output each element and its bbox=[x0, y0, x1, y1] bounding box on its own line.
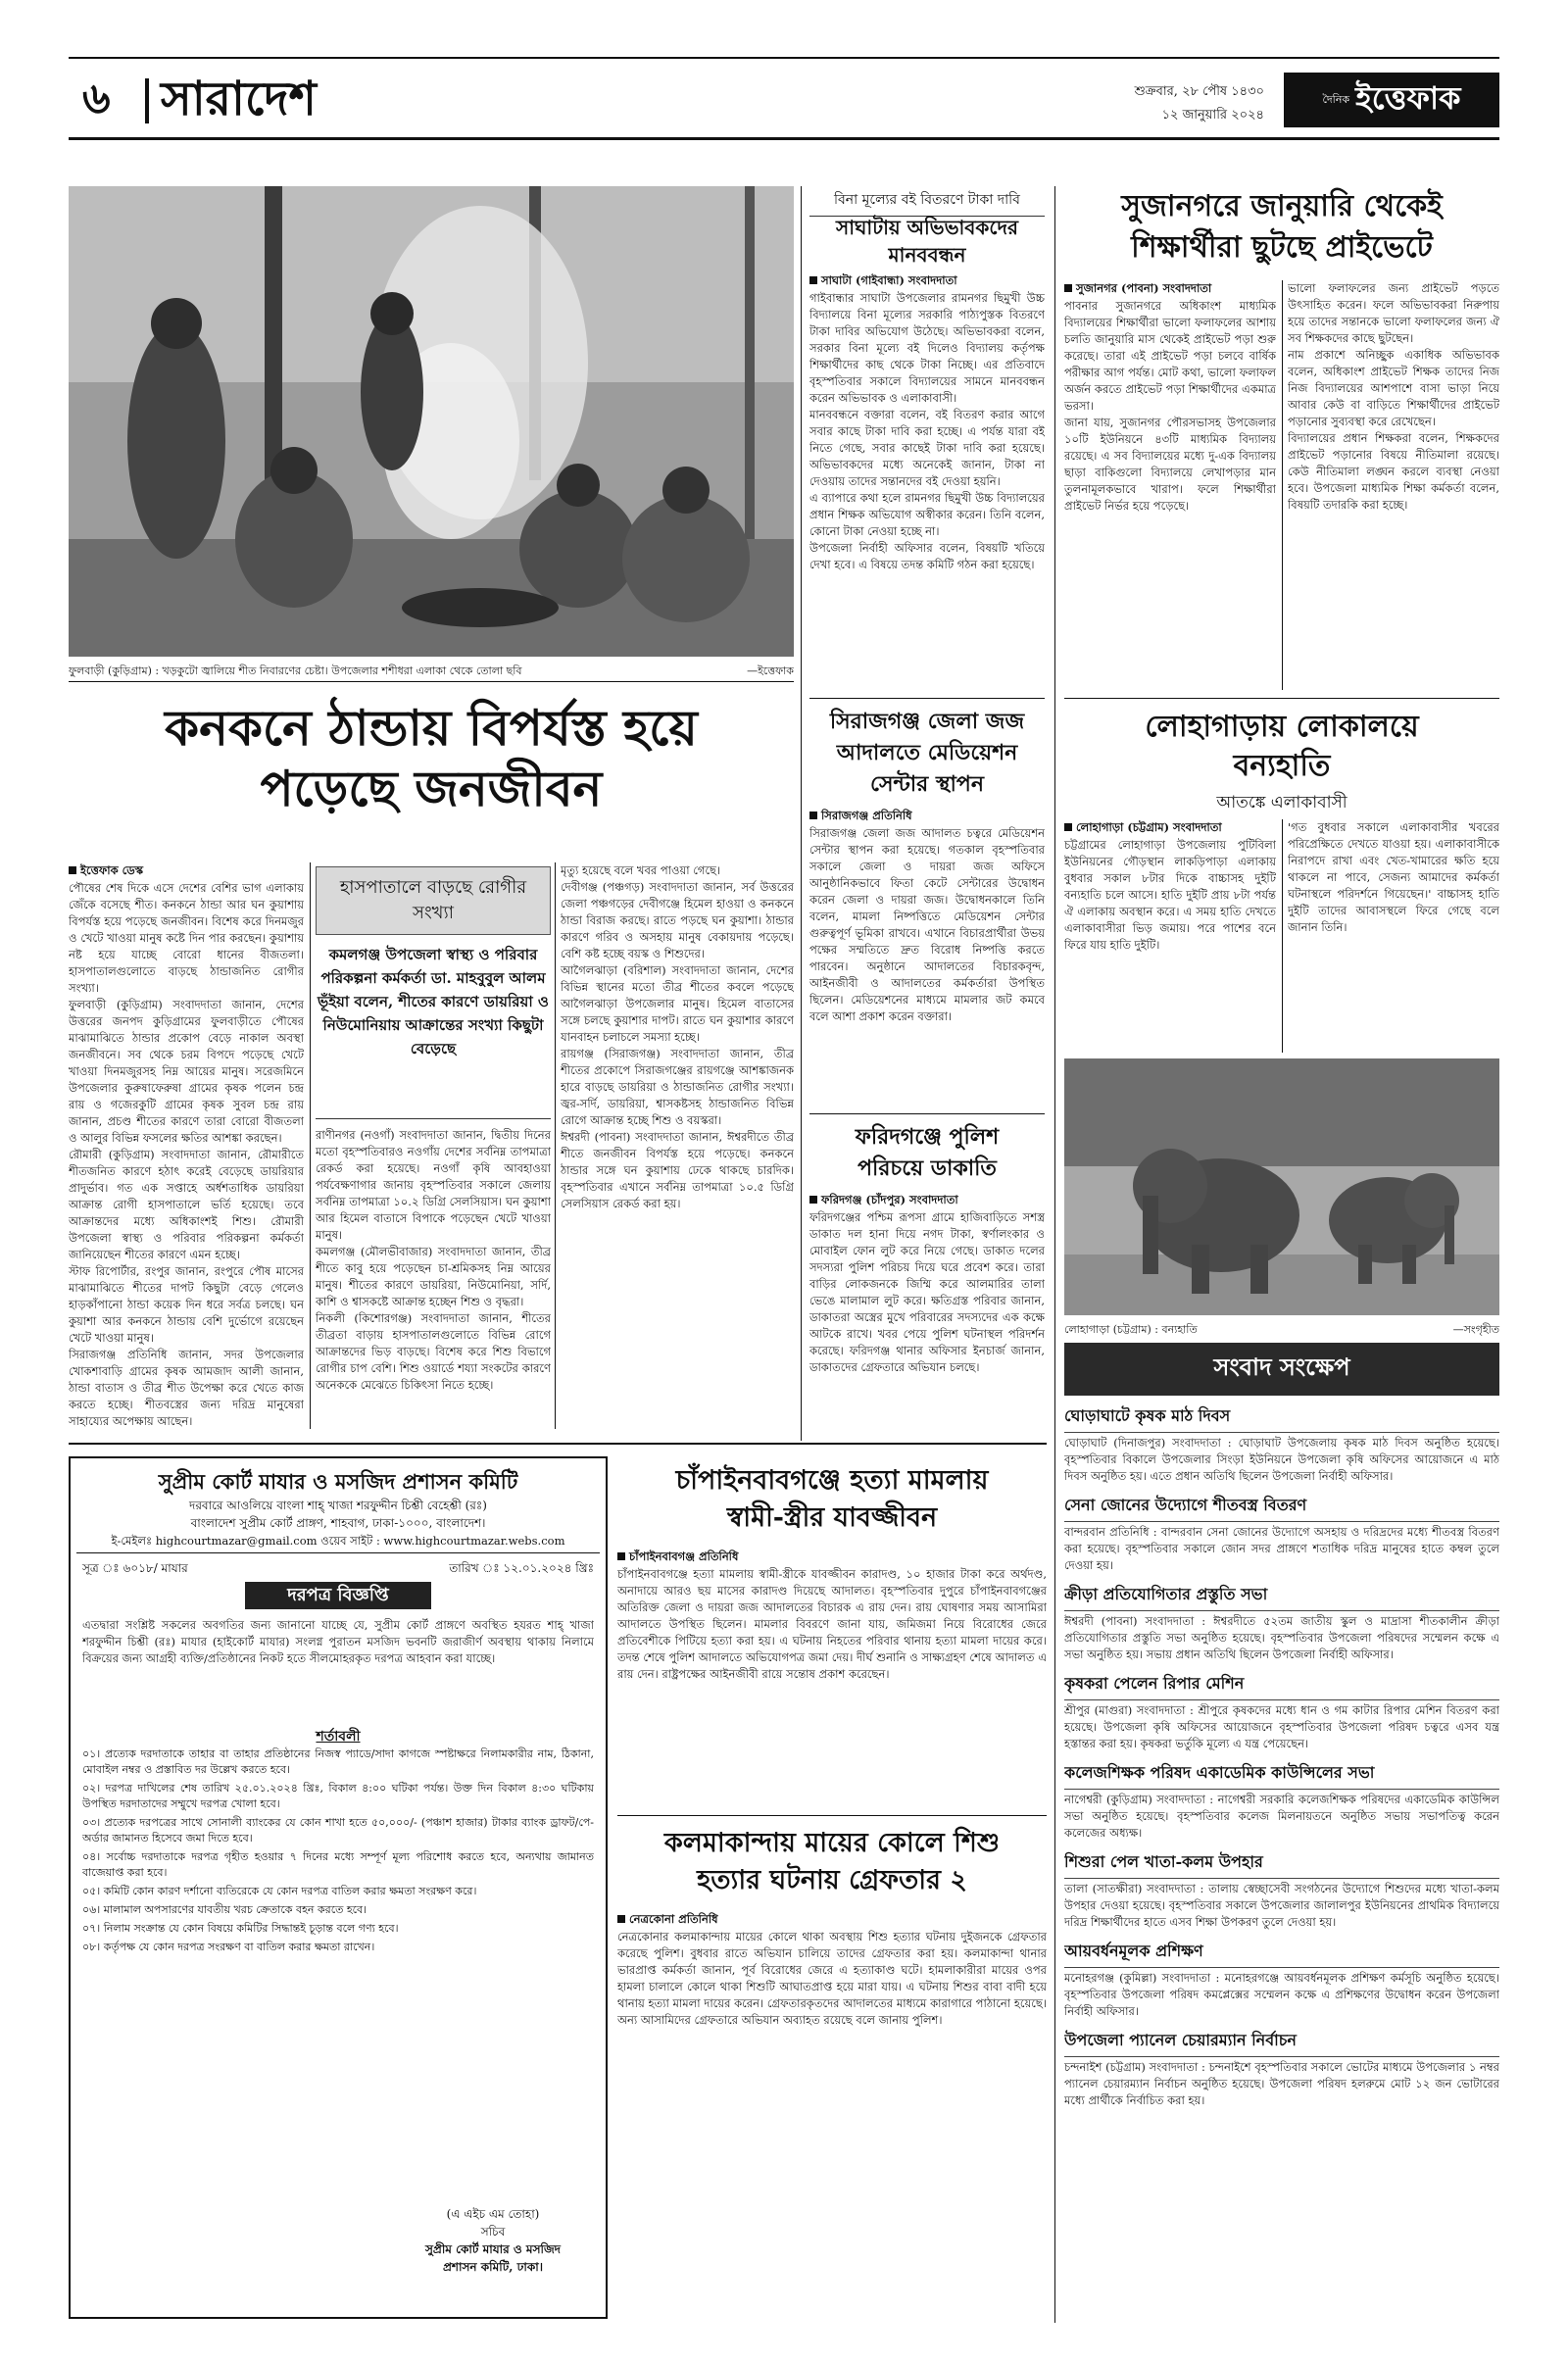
notice-subtitle1: দরবারে আওলিয়ে বাংলা শাহ্ খাজা শরফুদ্দীন চিশ্তী বেহেশ্তী (রঃ) bbox=[189, 1499, 487, 1512]
notice-date: তারিখ ঃ ১২.০১.২০২৪ খ্রিঃ bbox=[449, 1561, 594, 1575]
story-divider bbox=[809, 698, 1045, 699]
notice-conditions-title: শর্তাবলী bbox=[316, 1729, 361, 1745]
sirajganj-dateline bbox=[809, 808, 1045, 826]
faridganj-headline-line2: পরিচয়ে ডাকাতি bbox=[858, 1156, 997, 1181]
col-rule bbox=[801, 186, 802, 1441]
story-divider bbox=[809, 1113, 1045, 1114]
paper-logo-prefix: দৈনিক bbox=[1322, 92, 1350, 106]
brief-item bbox=[1064, 2028, 1499, 2109]
notice-signature bbox=[392, 2205, 594, 2276]
notice-conditions bbox=[82, 1746, 594, 2178]
brief-body: ঈশ্বরদী (পাবনা) সংবাদদাতা : ঈশ্বরদীতে ৫২তম জাতীয় স্কুল ও মাদ্রাসা শীতকালীন ক্রীড়া প্রতিযোগিতার প্রস্তুতি সভা অনুষ্ঠিত হয়েছে। বৃহস্পতিবার উপজেলা পরিষদের সম্মেলন কক্ষে এ সভা অনুষ্ঠিত হয়। সভায় প্রধান অতিথি ছিলেন উপজেলা নির্বাহী অফিসার। bbox=[1064, 1614, 1499, 1661]
col-rule bbox=[1282, 280, 1283, 690]
kalmakanda-headline-line1: কলমাকান্দায় মায়ের কোলে শিশু bbox=[663, 1828, 1001, 1858]
page-number: ৬ bbox=[82, 74, 111, 123]
bullet bbox=[1064, 823, 1072, 831]
notice-condition: ০৫। কমিটি কোন কারণ দর্শানো ব্যতিরেকে যে কোন দরপত্র বাতিল করার ক্ষমতা সংরক্ষণ করে। bbox=[82, 1885, 477, 1897]
cold-photo-credit: —ইত্তেফাক bbox=[747, 664, 794, 677]
brief-title: আয়বর্ধনমূলক প্রশিক্ষণ bbox=[1064, 1939, 1499, 1968]
signatory-name: (এ এইচ এম তোহা) bbox=[446, 2207, 540, 2221]
brief-title: ঘোড়াঘাটে কৃষক মাঠ দিবস bbox=[1064, 1403, 1499, 1433]
brief-title: ক্রীড়া প্রতিযোগিতার প্রস্তুতি সভা bbox=[1064, 1582, 1499, 1611]
chapai-dateline-text: চাঁপাইনবাবগঞ্জ প্রতিনিধি bbox=[629, 1549, 739, 1563]
brief-title: কৃষকরা পেলেন রিপার মেশিন bbox=[1064, 1671, 1499, 1700]
cold-byline bbox=[69, 862, 304, 881]
sujanagar-headline-line1: সুজানগরে জানুয়ারি থেকেই bbox=[1121, 189, 1443, 223]
col-rule bbox=[555, 862, 556, 1429]
date-english: ১২ জানুয়ারি ২০২৪ bbox=[1161, 108, 1264, 123]
faridganj-dateline bbox=[809, 1192, 1045, 1210]
brief-title: সেনা জোনের উদ্যোগে শীতবস্ত্র বিতরণ bbox=[1064, 1493, 1499, 1522]
cold-headline-line2: পড়েছে জনজীবন bbox=[260, 760, 603, 817]
bullet bbox=[809, 812, 817, 819]
faridganj-headline-line1: ফরিদগঞ্জে পুলিশ bbox=[855, 1124, 1000, 1150]
chapai-headline-line1: চাঁপাইনবাবগঞ্জে হত্যা মামলায় bbox=[675, 1465, 989, 1496]
cold-col3: মৃত্যু হয়েছে বলে খবর পাওয়া গেছে। দেবীগঞ্জ (পঞ্চগড়) সংবাদদাতা জানান, সর্ব উত্তরের জেলা পঞ্চগড়ের দেবীগঞ্জে হিমেল হাওয়া ও কনকনে ঠান্ডা বিরাজ করছে। রাতে পড়ছে ঘন কুয়াশা। ঠান্ডার কারণে গরিব ও অসহায় মানুষ বেকায়দায় পড়েছে। বেশি কষ্ট হচ্ছে বয়স্ক ও শিশুদের। আগৈলঝাড়া (বরিশাল) সংবাদদাতা জানান, দেশের বিভিন্ন স্থানের মতো তীব্র শীতের কবলে পড়েছে আগৈলঝাড়া উপজেলার মানুষ। হিমেল বাতাসের সঙ্গে চলছে কুয়াশার দাপট। রাতে ঘন কুয়াশার কারণে যানবাহন চলাচলে সমস্যা হচ্ছে। রায়গঞ্জ (সিরাজগঞ্জ) সংবাদদাতা জানান, তীব্র শীতের প্রকোপে সিরাজগঞ্জের রায়গঞ্জে আশঙ্কাজনক হারে বাড়ছে ডায়রিয়া ও ঠান্ডাজনিত রোগীর সংখ্যা। জ্বর-সর্দি, ডায়রিয়া, শ্বাসকষ্টসহ ঠান্ডাজনিত বিভিন্ন রোগে আক্রান্ত হচ্ছে শিশু ও বয়স্করা। ঈশ্বরদী (পাবনা) সংবাদদাতা জানান, ঈশ্বরদীতে তীব্র শীতে জনজীবন বিপর্যস্ত হয়ে পড়েছে। কনকনে ঠান্ডার সঙ্গে ঘন কুয়াশায় ঢেকে থাকছে চারদিক। বৃহস্পতিবার এখানে সর্বনিম্ন তাপমাত্রা ১০.৫ ডিগ্রি সেলসিয়াস রেকর্ড করা হয়। bbox=[561, 863, 794, 1210]
briefs-banner-text: সংবাদ সংক্ষেপ bbox=[1213, 1353, 1350, 1381]
section-title: সারাদেশ bbox=[161, 72, 317, 126]
paper-logo bbox=[1284, 73, 1499, 127]
notice-rule bbox=[76, 1552, 600, 1553]
lohagara-subhead: আতঙ্কে এলাকাবাসী bbox=[1216, 793, 1348, 812]
section-divider bbox=[69, 1443, 1047, 1445]
lohagara-dateline bbox=[1064, 819, 1276, 838]
brief-item bbox=[1064, 1403, 1499, 1485]
sirajganj-headline-line3: সেন্টার স্থাপন bbox=[870, 771, 984, 797]
brief-body: শ্রীপুর (মাগুরা) সংবাদদাতা : শ্রীপুরে কৃষকদের মধ্যে ধান ও গম কাটার রিপার মেশিন বিতরণ করা হয়েছে। উপজেলা কৃষি অফিসের আয়োজনে বৃহস্পতিবার উপজেলা পরিষদ চত্বরে এসব যন্ত্র হস্তান্তর করা হয়। কৃষকরা ভর্তুকি মূল্যে এ যন্ত্র পেয়েছেন। bbox=[1064, 1703, 1499, 1750]
brief-title: উপজেলা প্যানেল চেয়ারম্যান নির্বাচন bbox=[1064, 2028, 1499, 2057]
signatory-title2: সুপ্রীম কোর্ট মাযার ও মসজিদ bbox=[424, 2242, 561, 2256]
top-rule bbox=[69, 57, 1499, 59]
brief-body: মনোহরগঞ্জ (কুমিল্লা) সংবাদদাতা : মনোহরগঞ্জে আয়বর্ধনমূলক প্রশিক্ষণ কর্মসূচি অনুষ্ঠিত হয়েছে। বৃহস্পতিবার উপজেলা পরিষদ কমপ্লেক্সের সম্মেলন কক্ষে এ প্রশিক্ষণের উদ্বোধন করেন উপজেলা নির্বাহী অফিসার। bbox=[1064, 1971, 1499, 2018]
faridganj-dateline-text: ফরিদগঞ্জ (চাঁদপুর) সংবাদদাতা bbox=[821, 1193, 958, 1206]
notice-condition: ০১। প্রত্যেক দরদাতাকে তাহার বা তাহার প্রতিষ্ঠানের নিজস্ব প্যাডে/সাদা কাগজে স্পষ্টাক্ষরে নিলামকারীর নাম, ঠিকানা, মোবাইল নম্বর ও প্রস্তাবিত দর উল্লেখ করতে হবে। bbox=[82, 1747, 594, 1776]
sujanagar-dateline-text: সুজানগর (পাবনা) সংবাদদাতা bbox=[1076, 281, 1212, 295]
notice-condition: ০৮। কর্তৃপক্ষ যে কোন দরপত্র সংরক্ষণ বা বাতিল করার ক্ষমতা রাখেন। bbox=[82, 1941, 375, 1953]
notice-condition: ০২। দরপত্র দাখিলের শেষ তারিখ ২৫.০১.২০২৪ খ্রিঃ, বিকাল ৪:০০ ঘটিকা পর্যন্ত। উক্ত দিন বিকাল ৪:৩০ ঘটিকায় উপস্থিত দরদাতাদের সম্মুখে দরপত্র খোলা হবে। bbox=[82, 1782, 594, 1810]
col-rule bbox=[1054, 186, 1055, 2323]
brief-title: কলেজশিক্ষক পরিষদ একাডেমিক কাউন্সিলের সভা bbox=[1064, 1760, 1499, 1790]
sujanagar-col2: ভালো ফলাফলের জন্য প্রাইভেট পড়তে উৎসাহিত করেন। ফলে অভিভাবকরা নিরুপায় হয়ে তাদের সন্তানকে ভালো ফলাফলের জন্য ঐ সব শিক্ষকদের কাছে ছুটছেন। নাম প্রকাশে অনিচ্ছুক একাধিক অভিভাবক বলেন, অধিকাংশ প্রাইভেট শিক্ষক তাদের নিজ নিজ বিদ্যালয়ের আশপাশে বাসা ভাড়া নিয়ে আবার কেউ বা বাড়িতে শিক্ষার্থীদের প্রাইভেট পড়ানোর সুব্যবস্থা করে রেখেছেন। বিদ্যালয়ের প্রধান শিক্ষকরা বলেন, শিক্ষকদের প্রাইভেট পড়ানোর বিষয়ে নীতিমালা রয়েছে। কেউ নীতিমালা লঙ্ঘন করলে ব্যবস্থা নেওয়া হবে। উপজেলা মাধ্যমিক শিক্ষা কর্মকর্তা বলেন, বিষয়টি তদারকি করা হচ্ছে। bbox=[1288, 281, 1499, 512]
bullet bbox=[1064, 284, 1072, 292]
notice-title: দরপত্র বিজ্ঞপ্তি bbox=[287, 1584, 389, 1605]
story-divider bbox=[617, 1815, 1047, 1816]
brief-item bbox=[1064, 1760, 1499, 1842]
bullet bbox=[809, 1196, 817, 1204]
brief-item bbox=[1064, 1671, 1499, 1752]
notice-title-box bbox=[245, 1582, 431, 1609]
notice-subtitle2: বাংলাদেশ সুপ্রীম কোর্ট প্রাঙ্গণ, শাহবাগ, ঢাকা-১০০০, বাংলাদেশ। bbox=[190, 1516, 486, 1530]
cold-byline-text: ইত্তেফাক ডেস্ক bbox=[80, 863, 144, 877]
hospital-kicker-box bbox=[316, 866, 551, 935]
brief-title: শিশুরা পেল খাতা-কলম উপহার bbox=[1064, 1849, 1499, 1879]
elephant-photo bbox=[1064, 1058, 1499, 1315]
saghata-headline: সাঘাটায় অভিভাবকদের মানববন্ধন bbox=[836, 216, 1018, 267]
sujanagar-dateline bbox=[1064, 280, 1276, 299]
paper-logo-name: ইত্তেফাক bbox=[1355, 79, 1461, 117]
brief-body: ঘোড়াঘাট (দিনাজপুর) সংবাদদাতা : ঘোড়াঘাট উপজেলায় কৃষক মাঠ দিবস অনুষ্ঠিত হয়েছে। বৃহস্পতিবার বিকালে উপজেলার সিংড়া ইউনিয়নে উপজেলা কৃষি অফিসের আয়োজনে এ মাঠ দিবস অনুষ্ঠিত হয়। এতে প্রধান অতিথি ছিলেন উপজেলা নির্বাহী অফিসার। bbox=[1064, 1436, 1499, 1483]
cold-photo bbox=[69, 186, 794, 657]
bullet bbox=[617, 1915, 625, 1923]
bullet bbox=[809, 276, 817, 284]
brief-item bbox=[1064, 1849, 1499, 1931]
briefs-banner bbox=[1064, 1343, 1499, 1396]
kalmakanda-dateline bbox=[617, 1911, 1047, 1930]
sirajganj-headline-line1: সিরাজগঞ্জ জেলা জজ bbox=[829, 709, 1025, 734]
page-number-divider bbox=[145, 78, 149, 123]
elephant-credit: —সংগৃহীত bbox=[1452, 1323, 1499, 1336]
signatory-title1: সচিব bbox=[480, 2225, 506, 2238]
cold-caption-rule bbox=[69, 681, 794, 682]
notice-condition: ০৭। নিলাম সংক্রান্ত যে কোন বিষয়ে কমিটির সিদ্ধান্তই চূড়ান্ত বলে গণ্য হবে। bbox=[82, 1922, 399, 1935]
sirajganj-body: সিরাজগঞ্জ জেলা জজ আদালত চত্বরে মেডিয়েশন সেন্টার স্থাপন করা হয়েছে। গতকাল বৃহস্পতিবার সকালে জেলা ও দায়রা জজ অফিসে আনুষ্ঠানিকভাবে ফিতা কেটে সেন্টারের উদ্বোধন করেন জেলা ও দায়রা জজ। উদ্বোধনকালে তিনি বলেন, মামলা নিষ্পত্তিতে মেডিয়েশন সেন্টার গুরুত্বপূর্ণ ভূমিকা রাখবে। এখানে বিচারপ্রার্থীরা উভয় পক্ষের সম্মতিতে দ্রুত বিরোধ নিষ্পত্তি করতে পারবেন। অনুষ্ঠানে আদালতের বিচারকবৃন্দ, আইনজীবী ও আদালতের কর্মকর্তারা উপস্থিত ছিলেন। মেডিয়েশনের মাধ্যমে মামলার জট কমবে বলে আশা প্রকাশ করেন বক্তারা। bbox=[809, 826, 1045, 1023]
sujanagar-col1: পাবনার সুজানগরে অধিকাংশ মাধ্যমিক বিদ্যালয়ের শিক্ষার্থীরা ভালো ফলাফলের আশায় চলতি জানুয়ারি মাস থেকেই প্রাইভেট পড়া শুরু করেছে। তারা এই প্রাইভেট পড়া চলবে বার্ষিক পরীক্ষার আগ পর্যন্ত। মোট কথা, ভালো ফলাফল অর্জন করতে প্রাইভেট পড়া শিক্ষার্থীদের একমাত্র ভরসা। জানা যায়, সুজানগর পৌরসভাসহ উপজেলার ১০টি ইউনিয়নে ৪৩টি মাধ্যমিক বিদ্যালয় রয়েছে। এ সব বিদ্যালয়ের মধ্যে দু-এক বিদ্যালয় ছাড়া বাকিগুলো বিদ্যালয়ে লেখাপড়ার মান তুলনামূলকভাবে খারাপ। ফলে শিক্ষার্থীরা প্রাইভেট নির্ভর হয়ে পড়েছে। bbox=[1064, 299, 1276, 513]
hospital-kicker: হাসপাতালে বাড়ছে রোগীর সংখ্যা bbox=[339, 877, 527, 923]
saghata-body: গাইবান্ধার সাঘাটা উপজেলার রামনগর ছিমুখী উচ্চ বিদ্যালয়ে বিনা মূল্যের সরকারি পাঠ্যপুস্তক বিতরণে টাকা দাবির অভিযোগ উঠেছে। অভিভাবকরা বলেন, সরকার বিনা মূল্যে বই দিলেও বিদ্যালয় কর্তৃপক্ষ শিক্ষার্থীদের কাছ থেকে টাকা নিচ্ছে। এর প্রতিবাদে বৃহস্পতিবার সকালে বিদ্যালয়ের সামনে মানববন্ধন করেন অভিভাবক ও এলাকাবাসী। মানববন্ধনে বক্তারা বলেন, বই বিতরণ করার আগে সবার কাছে টাকা দাবি করা হচ্ছে। এ পর্যন্ত যারা বই নিতে গেছে, সবার কাছেই টাকা দাবি করা হয়েছে। অভিভাবকদের মধ্যে অনেকেই জানান, টাকা না দেওয়ায় তাদের সন্তানদের বই দেওয়া হয়নি। এ ব্যাপারে কথা হলে রামনগর ছিমুখী উচ্চ বিদ্যালয়ের প্রধান শিক্ষক অভিযোগ অস্বীকার করেন। তিনি বলেন, কোনো টাকা নেওয়া হচ্ছে না। উপজেলা নির্বাহী অফিসার বলেন, বিষয়টি খতিয়ে দেখা হবে। এ বিষয়ে তদন্ত কমিটি গঠন করা হয়েছে। bbox=[809, 291, 1045, 571]
saghata-dateline-text: সাঘাটা (গাইবান্ধা) সংবাদদাতা bbox=[821, 273, 957, 287]
faridganj-body: ফরিদগঞ্জের পশ্চিম রূপসা গ্রামে হাজিবাড়িতে সশস্ত্র ডাকাত দল হানা দিয়ে নগদ টাকা, স্বর্ণালংকার ও মোবাইল ফোন লুট করে নিয়ে গেছে। ডাকাত দলের সদস্যরা পুলিশ পরিচয় দিয়ে ঘরে প্রবেশ করে। তারা বাড়ির লোকজনকে জিম্মি করে আলমারির তালা ভেঙে মালামাল লুট করে। ক্ষতিগ্রস্ত পরিবার জানান, ডাকাতরা অস্ত্রের মুখে পরিবারের সদস্যদের এক কক্ষে আটকে রাখে। খবর পেয়ে পুলিশ ঘটনাস্থল পরিদর্শন করেছে। ফরিদগঞ্জ থানার অফিসার ইনচার্জ জানান, ডাকাতদের গ্রেফতারে অভিযান চলছে। bbox=[809, 1210, 1045, 1374]
brief-body: বান্দরবান প্রতিনিধি : বান্দরবান সেনা জোনের উদ্যোগে অসহায় ও দরিদ্রদের মধ্যে শীতবস্ত্র বিতরণ করা হয়েছে। বৃহস্পতিবার সকালে জোন সদর প্রাঙ্গণে শতাধিক দরিদ্র মানুষের হাতে কম্বল তুলে দেওয়া হয়। bbox=[1064, 1525, 1499, 1572]
chapai-headline-line2: স্বামী-স্ত্রীর যাবজ্জীবন bbox=[726, 1502, 938, 1533]
sujanagar-headline-line2: শিক্ষার্থীরা ছুটছে প্রাইভেটে bbox=[1131, 230, 1433, 265]
cold-col2: রাণীনগর (নওগাঁ) সংবাদদাতা জানান, দ্বিতীয় দিনের মতো বৃহস্পতিবারও নওগাঁয় দেশের সর্বনিম্ন তাপমাত্রা রেকর্ড করা হয়েছে। নওগাঁ কৃষি আবহাওয়া পর্যবেক্ষণাগার জানায় বৃহস্পতিবার সকালে জেলায় সর্বনিম্ন তাপমাত্রা ১০.২ ডিগ্রি সেলসিয়াস। ঘন কুয়াশা আর হিমেল বাতাসে বিপাকে পড়েছেন খেটে খাওয়া মানুষ। কমলগঞ্জ (মৌলভীবাজার) সংবাদদাতা জানান, তীব্র শীতে কাবু হয়ে পড়েছেন চা-শ্রমিকসহ নিম্ন আয়ের মানুষ। শীতের কারণে ডায়রিয়া, নিউমোনিয়া, সর্দি, কাশি ও শ্বাসকষ্টে আক্রান্ত হচ্ছেন শিশু ও বৃদ্ধরা। নিকলী (কিশোরগঞ্জ) সংবাদদাতা জানান, শীতের তীব্রতা বাড়ায় হাসপাতালগুলোতে বিভিন্ন রোগে আক্রান্তদের ভিড় বাড়ছে। বিশেষ করে শিশু বিভাগে রোগীর চাপ বেশি। শিশু ওয়ার্ডে শয্যা সংকটের কারণে অনেককে মেঝেতে চিকিৎসা নিতে হচ্ছে। bbox=[316, 1128, 551, 1392]
col-rule bbox=[1282, 819, 1283, 1053]
elephant-scene bbox=[1064, 1058, 1499, 1315]
notice-condition: ০৪। সর্বোচ্চ দরদাতাকে দরপত্র গৃহীত হওয়ার ৭ দিনের মধ্যে সম্পূর্ণ মূল্য পরিশোধ করতে হবে, অন্যথায় জামানত বাজেয়াপ্ত করা হবে। bbox=[82, 1850, 594, 1879]
bullet bbox=[617, 1552, 625, 1560]
notice-email: ই-মেইলঃ highcourtmazar@gmail.com ওয়েব সাইট : www.highcourtmazar.webs.com bbox=[111, 1534, 565, 1548]
col-rule bbox=[310, 862, 311, 1429]
masthead-bottom-rule bbox=[69, 137, 1499, 140]
kalmakanda-dateline-text: নেত্রকোনা প্রতিনিধি bbox=[629, 1912, 718, 1926]
cold-col1: পৌষের শেষ দিকে এসে দেশের বেশির ভাগ এলাকায় জেঁকে বসেছে শীত। কনকনে ঠান্ডা আর ঘন কুয়াশায় বিপর্যস্ত হয়ে পড়েছে জনজীবন। বিশেষ করে দিনমজুর ও খেটে খাওয়া মানুষ কষ্টে দিন পার করছেন। কুয়াশায় নষ্ট হয়ে যাচ্ছে বোরো ধানের বীজতলা। হাসপাতালগুলোতে বাড়ছে ঠান্ডাজনিত রোগীর সংখ্যা। ফুলবাড়ী (কুড়িগ্রাম) সংবাদদাতা জানান, দেশের উত্তরের জনপদ কুড়িগ্রামের ফুলবাড়ীতে পৌষের মাঝামাঝিতে ঠান্ডার প্রকোপ বেড়ে নাকাল অবস্থা জনজীবনে। সব থেকে চরম বিপদে পড়েছে খেটে খাওয়া দিনমজুরসহ নিম্ন আয়ের মানুষ। সরেজমিনে উপজেলার কুরুষাফেরুষা গ্রামের কৃষক পলেন চন্দ্র রায় ও গজেরকুটি গ্রামের কৃষক সুবল চন্দ্র রায় জানান, প্রচণ্ড শীতের কারণে তারা বোরো বীজতলা ও আলুর বিভিন্ন ফসলের ক্ষতির আশঙ্কা করছেন। রৌমারী (কুড়িগ্রাম) সংবাদদাতা জানান, রৌমারীতে শীতজনিত কারণে হঠাৎ করেই বেড়েছে ডায়রিয়ার প্রাদুর্ভাব। গত এক সপ্তাহে অর্ধশতাধিক ডায়রিয়া আক্রান্ত রোগী হাসপাতালে ভর্তি হয়েছে। তবে আক্রান্তদের মধ্যে অধিকাংশই শিশু। রৌমারী উপজেলা স্বাস্থ্য ও পরিবার পরিকল্পনা কর্মকর্তা জানিয়েছেন শীতের কারণে এমন হচ্ছে। স্টাফ রিপোর্টার, রংপুর জানান, রংপুরে পৌষ মাসের মাঝামাঝিতে শীতের দাপট কিছুটা বেড়ে গেলেও হাড়কাঁপানো ঠান্ডা কয়েক দিন ধরে সর্বত্র চলছে। ঘন কুয়াশা আর কনকনে ঠান্ডায় বেশি দুর্ভোগে রয়েছেন খেটে খাওয়া মানুষ। সিরাজগঞ্জ প্রতিনিধি জানান, সদর উপজেলার খোকশাবাড়ি গ্রামের কৃষক আমজাদ আলী জানান, ঠান্ডা বাতাস ও তীব্র শীত উপেক্ষা করে খেতে কাজ করতে হচ্ছে। শীতবস্ত্রের জন্য দরিদ্র মানুষেরা সাহায্যের অপেক্ষায় আছেন। bbox=[69, 881, 304, 1428]
cold-photo-scene bbox=[69, 186, 794, 657]
signatory-title3: প্রশাসন কমিটি, ঢাকা। bbox=[442, 2260, 544, 2274]
cold-headline-line1: কনকনে ঠান্ডায় বিপর্যস্ত হয়ে bbox=[165, 699, 698, 757]
brief-body: নাগেশ্বরী (কুড়িগ্রাম) সংবাদদাতা : নাগেশ্বরী সরকারি কলেজশিক্ষক পরিষদের একাডেমিক কাউন্সিল সভা অনুষ্ঠিত হয়েছে। বৃহস্পতিবার কলেজ মিলনায়তনে অনুষ্ঠিত সভায় সভাপতিত্ব করেন কলেজের অধ্যক্ষ। bbox=[1064, 1793, 1499, 1840]
lohagara-headline-line1: লোহাগাড়ায় লোকালয়ে bbox=[1145, 710, 1419, 744]
chapai-body: চাঁপাইনবাবগঞ্জে হত্যা মামলায় স্বামী-স্ত্রীকে যাবজ্জীবন কারাদণ্ড, ১০ হাজার টাকা করে অর্থদণ্ড, অনাদায়ে আরও ছয় মাসের কারাদণ্ড দিয়েছে আদালত। বৃহস্পতিবার দুপুরে চাঁপাইনবাবগঞ্জের অতিরিক্ত জেলা ও দায়রা জজ আদালতের বিচারক এ রায় দেন। রায় ঘোষণার সময় আসামিরা আদালতে উপস্থিত ছিলেন। মামলার বিবরণে জানা যায়, জমিজমা নিয়ে বিরোধের জেরে প্রতিবেশীকে পিটিয়ে হত্যা করা হয়। এ ঘটনায় নিহতের পরিবার থানায় হত্যা মামলা দায়ের করে। তদন্ত শেষে পুলিশ আদালতে অভিযোগপত্র জমা দেয়। দীর্ঘ শুনানি ও সাক্ষ্যগ্রহণ শেষে আদালত এ রায় দেন। রাষ্ট্রপক্ষের আইনজীবী রায়ে সন্তোষ প্রকাশ করেছেন। bbox=[617, 1567, 1047, 1681]
story-divider bbox=[1064, 698, 1499, 699]
notice-memo: সূত্র ঃ ৬০১৮/ মাযার bbox=[82, 1561, 188, 1575]
notice-intro: এতদ্বারা সংশ্লিষ্ট সকলের অবগতির জন্য জানানো যাচ্ছে যে, সুপ্রীম কোর্ট প্রাঙ্গণে অবস্থিত হযরত শাহ্ খাজা শরফুদ্দীন চিশ্তী (রঃ) মাযার (হাইকোর্ট মাযার) সংলগ্ন পুরাতন মসজিদ ভবনটি জরাজীর্ণ অবস্থায় থাকায় নিলামে বিক্রয়ের জন্য আগ্রহী ব্যক্তি/প্রতিষ্ঠানের নিকট হতে সীলমোহরকৃত দরপত্র আহবান করা যাচ্ছে। bbox=[82, 1618, 594, 1665]
cold-photo-caption: ফুলবাড়ী (কুড়িগ্রাম) : খড়কুটো জ্বালিয়ে শীত নিবারণের চেষ্টা। উপজেলার শশীধরা এলাকা থেকে তোলা ছবি bbox=[69, 664, 522, 677]
sirajganj-headline-line2: আদালতে মেডিয়েশন bbox=[836, 740, 1018, 765]
saghata-dateline bbox=[809, 272, 1045, 291]
notice-condition: ০৬। মালামাল অপসারণের যাবতীয় খরচ ক্রেতাকে বহন করতে হবে। bbox=[82, 1903, 368, 1916]
saghata-kicker: বিনা মূল্যের বই বিতরণে টাকা দাবি bbox=[809, 188, 1045, 217]
lohagara-col2: 'গত বুধবার সকালে এলাকাবাসীর খবরের পরিপ্রেক্ষিতে দেখতে যাওয়া হয়। এলাকাবাসীকে নিরাপদে রাখা এবং খেত-খামারের ক্ষতি হয়ে থাকলে না পাবে, সেজন্য আমাদের কর্মকর্তা ঘটনাস্থলে পরিদর্শনে গিয়েছেন।' বাচ্চাসহ হাতি দুইটি তাদের আবাসস্থলে ফিরে গেছে বলে জানান তিনি। bbox=[1288, 820, 1499, 934]
chapai-dateline bbox=[617, 1549, 1047, 1567]
sirajganj-dateline-text: সিরাজগঞ্জ প্রতিনিধি bbox=[821, 809, 912, 822]
briefs-list bbox=[1064, 1403, 1499, 2325]
lohagara-dateline-text: লোহাগাড়া (চট্টগ্রাম) সংবাদদাতা bbox=[1076, 820, 1222, 834]
bullet bbox=[69, 866, 76, 874]
elephant-caption: লোহাগাড়া (চট্টগ্রাম) : বন্যহাতি bbox=[1064, 1323, 1198, 1336]
kalmakanda-headline-line2: হত্যার ঘটনায় গ্রেফতার ২ bbox=[697, 1865, 967, 1895]
brief-body: তালা (সাতক্ষীরা) সংবাদদাতা : তালায় স্বেচ্ছাসেবী সংগঠনের উদ্যোগে শিশুদের মধ্যে খাতা-কলম উপহার দেওয়া হয়েছে। বৃহস্পতিবার সকালে উপজেলার জালালপুর ইউনিয়নের প্রাথমিক বিদ্যালয়ে দরিদ্র শিক্ষার্থীদের হাতে এসব শিক্ষা উপকরণ তুলে দেওয়া হয়। bbox=[1064, 1882, 1499, 1929]
lohagara-col1: চট্টগ্রামের লোহাগাড়া উপজেলায় পুটিবিলা ইউনিয়নের গৌড়স্থান লাকড়িপাড়া এলাকায় বুধবার সকাল ৮টার দিকে বাচ্চাসহ দুইটি বন্যহাতি চলে আসে। হাতি দুইটি প্রায় ৮টা পর্যন্ত ঐ এলাকায় অবস্থান করে। এ সময় হাতি দেখতে এলাকাবাসীরা ভিড় জমায়। পরে পাশের বনে ফিরে যায় হাতি দুইটি। bbox=[1064, 838, 1276, 952]
brief-body: চন্দনাইশ (চট্টগ্রাম) সংবাদদাতা : চন্দনাইশে বৃহস্পতিবার সকালে ভোটের মাধ্যমে উপজেলার ১ নম্বর প্যানেল চেয়ারম্যান নির্বাচন অনুষ্ঠিত হয়েছে। উপজেলা পরিষদ হলরুমে মোট ১২ জন ভোটারের মধ্যে প্রার্থীকে নির্বাচিত করা হয়। bbox=[1064, 2060, 1499, 2107]
brief-item bbox=[1064, 1582, 1499, 1663]
hospital-quote: কমলগঞ্জ উপজেলা স্বাস্থ্য ও পরিবার পরিকল্পনা কর্মকর্তা ডা. মাহবুবুল আলম ভূঁইয়া বলেন, শীতের কারণে ডায়রিয়া ও নিউমোনিয়ায় আক্রান্তের সংখ্যা কিছুটা বেড়েছে bbox=[316, 943, 551, 1119]
date-bangla: শুক্রবার, ২৮ পৌষ ১৪৩০ bbox=[1134, 84, 1264, 99]
lohagara-headline-line2: বন্যহাতি bbox=[1233, 749, 1331, 783]
brief-item bbox=[1064, 1493, 1499, 1574]
brief-item bbox=[1064, 1939, 1499, 2020]
notice-org-name: সুপ্রীম কোর্ট মাযার ও মসজিদ প্রশাসন কমিটি bbox=[158, 1469, 518, 1494]
kalmakanda-body: নেত্রকোনার কলমাকান্দায় মায়ের কোলে থাকা অবস্থায় শিশু হত্যার ঘটনায় দুইজনকে গ্রেফতার করেছে পুলিশ। বুধবার রাতে অভিযান চালিয়ে তাদের গ্রেফতার করা হয়। কলমাকান্দা থানার ভারপ্রাপ্ত কর্মকর্তা জানান, পূর্ব বিরোধের জেরে এ হত্যাকাণ্ড ঘটে। হামলাকারীরা মায়ের ওপর হামলা চালালে কোলে থাকা শিশুটি আঘাতপ্রাপ্ত হয়ে মারা যায়। এ ঘটনায় শিশুর বাবা বাদী হয়ে থানায় হত্যা মামলা দায়ের করেন। গ্রেফতারকৃতদের আদালতের মাধ্যমে কারাগারে পাঠানো হয়েছে। অন্য আসামিদের গ্রেফতারে অভিযান অব্যাহত রয়েছে বলে জানায় পুলিশ। bbox=[617, 1930, 1047, 2027]
notice-condition: ০৩। প্রত্যেক দরপত্রের সাথে সোনালী ব্যাংকের যে কোন শাখা হতে ৫০,০০০/- (পঞ্চাশ হাজার) টাকার ব্যাংক ড্রাফট/পে-অর্ডার জামানত হিসেবে জমা দিতে হবে। bbox=[82, 1816, 594, 1845]
